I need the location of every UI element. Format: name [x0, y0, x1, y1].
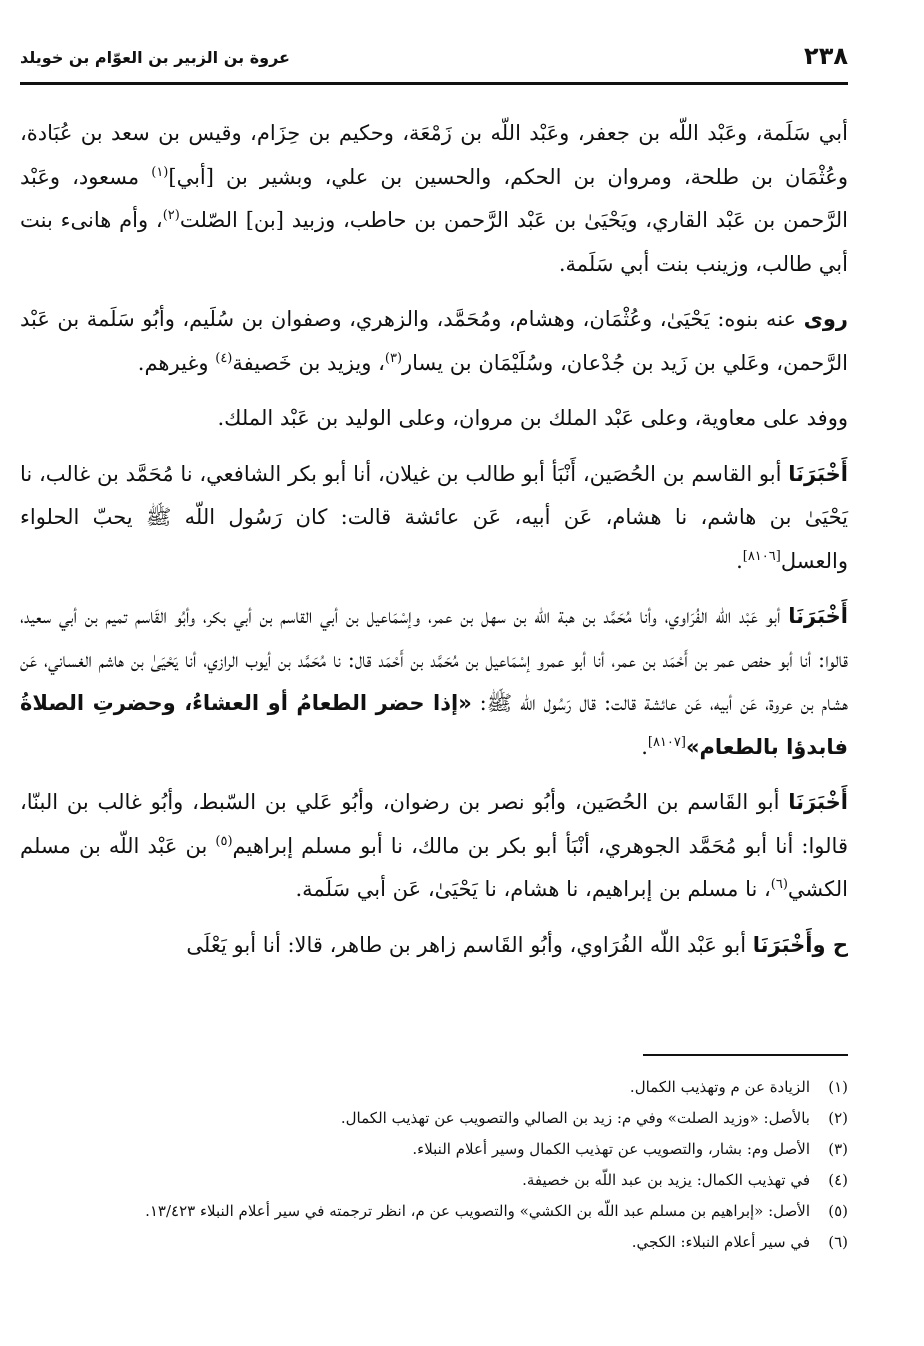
paragraph	[20, 397, 848, 441]
footnote-number: (٤)	[828, 1171, 848, 1189]
text-run: ووفد على معاوية، وعلى عَبْد الملك بن مروان، وعلى الوليد بن عَبْد الملك.	[217, 406, 848, 430]
footnote-marker: (٦)	[770, 877, 788, 892]
footnotes	[20, 1072, 848, 1258]
paragraph	[20, 595, 848, 769]
footnote-number: (٥)	[828, 1202, 848, 1220]
text-run: وغيرهم.	[137, 350, 216, 375]
paragraph	[20, 924, 848, 968]
footnote-text: في سير أعلام النبلاء: الكجي.	[631, 1233, 810, 1251]
footnote-number: (٦)	[828, 1233, 848, 1251]
text-run: عنه بنوه: يَحْيَىٰ، وعُثْمَان، وهشام، ومُحَمَّد، والزهري، وصفوان بن سُلَيم، وأبُو سَلَمة بن عَبْد الرَّحمن، وعَلي بن زَيد بن جُدْعان، وسُلَيْمَان بن يسار	[20, 307, 848, 375]
text-run: .	[736, 548, 743, 573]
text-run: ، نا مسلم بن إبراهيم، نا هشام، نا يَحْيَىٰ، عَن أبي سَلَمة.	[295, 877, 771, 901]
footnote-text: الزيادة عن م وتهذيب الكمال.	[629, 1078, 810, 1096]
footnote	[20, 1196, 848, 1227]
page-header	[20, 42, 848, 85]
paragraph	[20, 781, 848, 912]
text-run: .	[641, 734, 648, 759]
footnote	[20, 1072, 848, 1103]
text-run: أبو القَاسم بن الحُصَين، وأبُو نصر بن رضوان، وأبُو عَلي بن السّبط، وأبُو غالب بن البنّا، قالوا: أنا أبو مُحَمَّد الجوهري، أنْبَأ أبو بكر بن مالك، نا أبو مسلم إبراهيم	[20, 790, 848, 858]
footnote-number: (١)	[828, 1078, 848, 1096]
footnote	[20, 1165, 848, 1196]
footnote-marker: [٨١٠٧]	[647, 734, 686, 750]
running-title: عروة بن الزبير بن العوّام بن خويلد	[20, 48, 290, 67]
lead-word: أَخْبَرَنَا	[788, 790, 848, 814]
text-run: أبو القاسم بن الحُصَين، أَنْبَأ أبو طالب بن غيلان، أنا أبو بكر الشافعي، نا مُحَمَّد بن غالب، نا يَحْيَىٰ بن هاشم، نا هشام، عَن أبيه، عَن عائشة قالت: كان رَسُول اللّه ﷺ يحبّ الحلواء والعسل	[20, 461, 848, 573]
footnote-marker: (٣)	[384, 350, 403, 366]
footnote-marker: (٤)	[215, 350, 233, 366]
footnote-text: الأصل: «إبراهيم بن مسلم عبد اللّه بن الكشي» والتصويب عن م، انظر ترجمته في سير أعلام النبلاء ١٣/٤٢٣.	[145, 1202, 810, 1220]
text-run: أبو عَبْد اللّه الفُرَاوي، وأنا مُحَمَّد بن هبة اللّه بن سهل بن عمر، وإسْمَاعيل بن أبي القاسم بن أبي بكر، وأبُو القَاسم تميم بن أبي سعيد، قالوا: أنا أبو حفص عمر بن أَحْمَد بن عمر، أنا أبو عمرو إسْمَاعيل بن مُحَمَّد بن أَحْمَد قال: نا مُحَمَّد بن أيوب الرازي، أنا يَحْيَىٰ بن هاشم الغساني، عَن هشام بن عروة، عَن أبيه، عَن عائشة قالت: قال رَسُول اللّه ﷺ:	[20, 604, 848, 715]
footnote-text: الأصل وم: بشار، والتصويب عن تهذيب الكمال وسير أعلام النبلاء.	[412, 1140, 810, 1158]
footnote-marker: [٨١٠٦]	[742, 548, 781, 564]
text-run: أبو عَبْد اللّه الفُرَاوي، وأبُو القَاسم زاهر بن طاهر، قالا: أنا أبو يَعْلَى	[186, 932, 753, 957]
footnote-number: (٣)	[828, 1140, 848, 1158]
footnote-number: (٢)	[828, 1109, 848, 1127]
footnote-marker: (٢)	[162, 208, 180, 223]
text-run: ، ويزيد بن خَصيفة	[232, 350, 385, 375]
footnote	[20, 1103, 848, 1134]
paragraph	[20, 298, 848, 385]
text-run: بن عَبْد اللّه بن مسلم الكشي	[20, 833, 848, 901]
text-run: أبي سَلَمة، وعَبْد اللّه بن جعفر، وعَبْد اللّه بن زَمْعَة، وحكيم بن حِزَام، وقيس بن سعد بن عُبَادة، وعُثْمَان بن طلحة، ومروان بن الحكم، والحسين بن علي، وبشير بن [أبي]	[20, 121, 848, 189]
paragraph	[20, 112, 848, 286]
footnote-text: في تهذيب الكمال: يزيد بن عبد اللّه بن خصيفة.	[522, 1171, 810, 1189]
lead-word: أَخْبَرَنَا	[788, 461, 848, 486]
footnote-text: بالأصل: «وزيد الصلت» وفي م: زيد بن الصالي والتصويب عن تهذيب الكمال.	[340, 1109, 810, 1127]
lead-word: أَخْبَرَنَا	[788, 604, 848, 628]
hadith-quote: «إذا حضر الطعامُ أو العشاءُ، وحضرتِ الصلاةُ فابدؤا بالطعام»	[20, 691, 848, 759]
footnote	[20, 1134, 848, 1165]
text-run: مسعود، وعَبْد الرَّحمن بن عَبْد القاري، ويَحْيَىٰ بن عَبْد الرَّحمن بن حاطب، وزبيد [بن] الصّلت	[20, 164, 849, 232]
footnote	[20, 1227, 848, 1258]
text-run: ، وأم هانىء بنت أبي طالب، وزينب بنت أبي سَلَمة.	[20, 208, 848, 276]
footnote-divider	[643, 1054, 848, 1056]
footnote-marker: (٥)	[215, 833, 233, 849]
lead-word: روى	[803, 307, 848, 331]
page-number: ٢٣٨	[804, 42, 848, 70]
paragraph	[20, 453, 848, 584]
main-text	[20, 112, 848, 979]
footnote-marker: (١)	[151, 164, 169, 180]
lead-word: ح وأَخْبَرَنَا	[752, 932, 848, 957]
